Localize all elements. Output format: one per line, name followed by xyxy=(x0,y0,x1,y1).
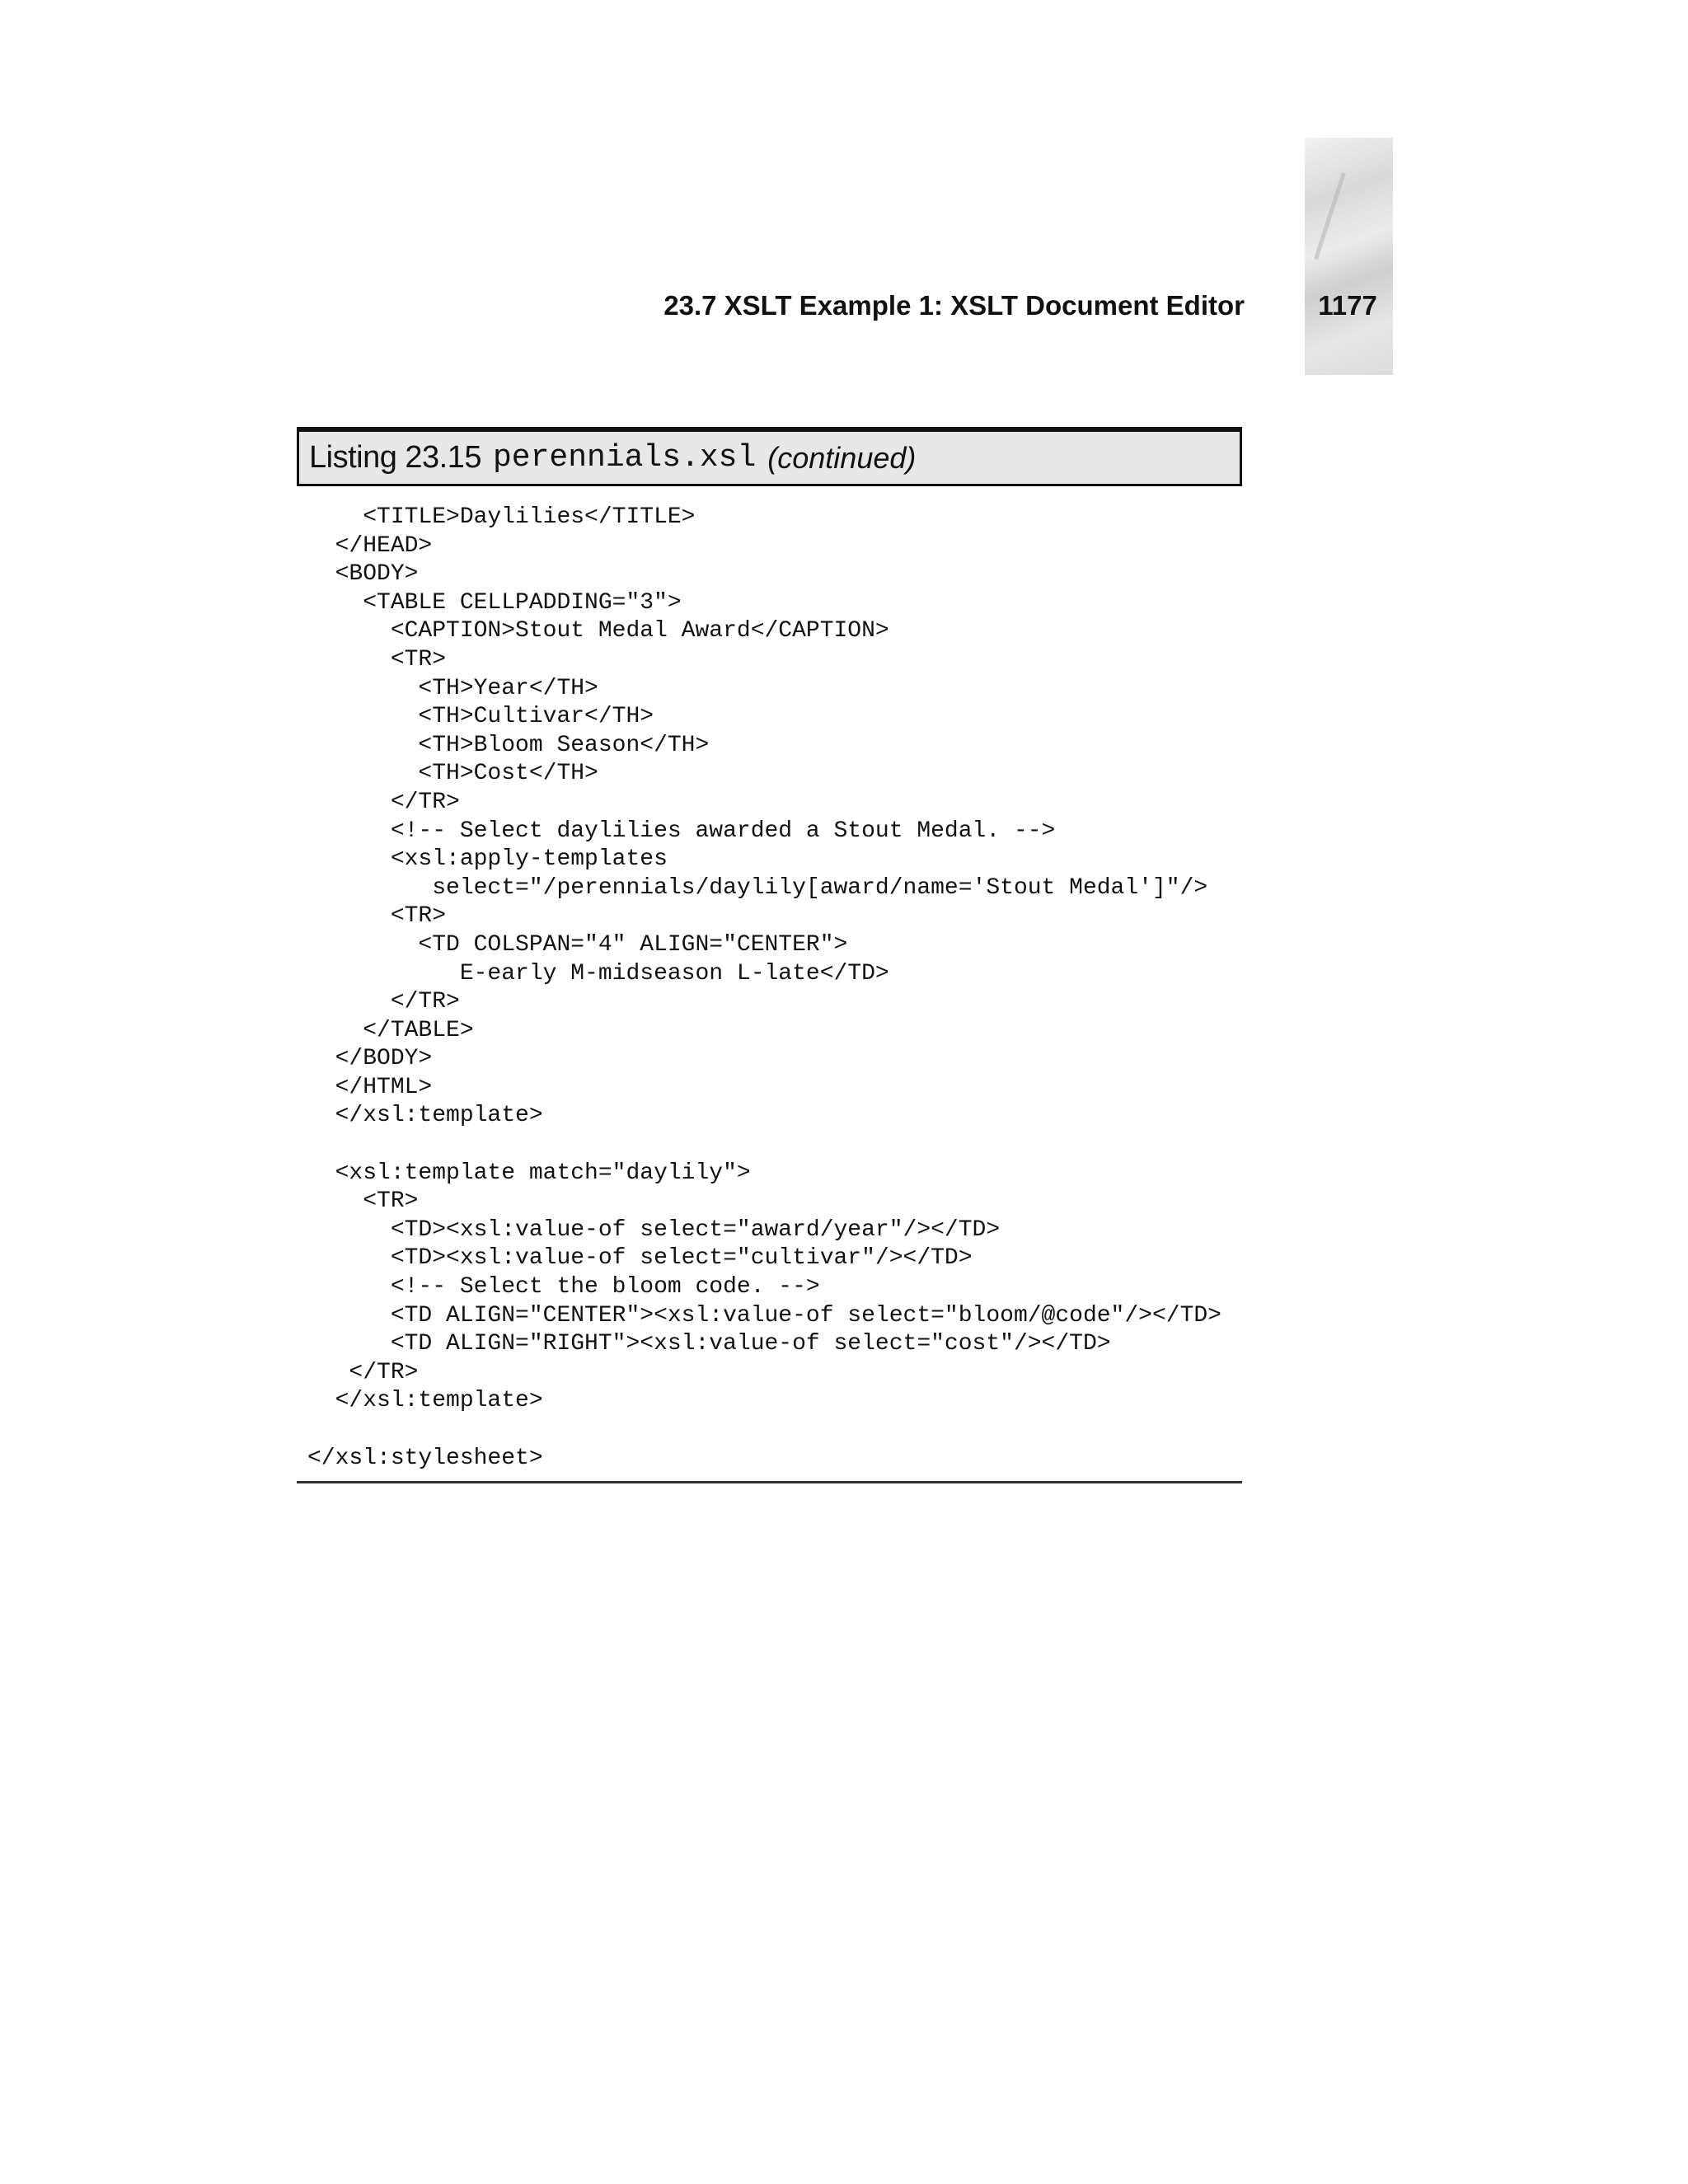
code-line: </HEAD> xyxy=(307,532,433,559)
code-line: <TH>Cultivar</TH> xyxy=(307,704,654,730)
code-line: <TD ALIGN="CENTER"><xsl:value-of select="bloom/@code"/></TD> xyxy=(307,1302,1221,1329)
code-line: </TR> xyxy=(307,1359,419,1385)
code-line xyxy=(307,1131,1221,1160)
code-line: <TD><xsl:value-of select="cultivar"/></TD> xyxy=(307,1245,973,1272)
code-line: </TR> xyxy=(307,789,460,815)
code-line: <CAPTION>Stout Medal Award</CAPTION> xyxy=(307,618,889,644)
code-line: <!-- Select daylilies awarded a Stout Medal. --> xyxy=(307,818,1056,844)
code-line: </xsl:template> xyxy=(307,1103,543,1129)
code-line: <TITLE>Daylilies</TITLE> xyxy=(307,504,696,530)
listing-note: (continued) xyxy=(767,440,917,475)
code-line: <!-- Select the bloom code. --> xyxy=(307,1274,820,1301)
listing-bottom-rule xyxy=(297,1481,1242,1483)
code-line: </BODY> xyxy=(307,1046,433,1072)
code-line xyxy=(307,1416,1221,1445)
running-head: 23.7 XSLT Example 1: XSLT Document Editor xyxy=(663,290,1245,321)
code-line: </HTML> xyxy=(307,1074,433,1100)
code-listing xyxy=(307,504,1221,1473)
code-line: <TR> xyxy=(307,1188,419,1215)
code-line: <TD><xsl:value-of select="award/year"/></TD> xyxy=(307,1216,1001,1243)
code-line: <TABLE CELLPADDING="3"> xyxy=(307,589,682,616)
code-line: </xsl:stylesheet> xyxy=(307,1445,543,1471)
code-line: <TR> xyxy=(307,646,447,673)
code-line: <TH>Year</TH> xyxy=(307,675,598,701)
code-line: <TH>Cost</TH> xyxy=(307,761,598,787)
code-line: select="/perennials/daylily[award/name='Stout Medal']"/> xyxy=(307,874,1208,901)
code-line: <xsl:apply-templates xyxy=(307,846,668,873)
listing-filename: perennials.xsl xyxy=(493,440,757,476)
code-line: <xsl:template match="daylily"> xyxy=(307,1160,751,1186)
code-line: </TR> xyxy=(307,989,460,1015)
listing-header xyxy=(297,427,1242,486)
code-line: <BODY> xyxy=(307,561,419,588)
thumb-tab-decoration xyxy=(1305,138,1393,375)
code-line: <TH>Bloom Season</TH> xyxy=(307,732,710,758)
code-line: <TD ALIGN="RIGHT"><xsl:value-of select="cost"/></TD> xyxy=(307,1331,1111,1357)
listing-label: Listing 23.15 xyxy=(309,440,481,475)
code-line: </TABLE> xyxy=(307,1017,474,1043)
code-line: <TD COLSPAN="4" ALIGN="CENTER"> xyxy=(307,931,848,958)
code-line: </xsl:template> xyxy=(307,1388,543,1414)
code-line: <TR> xyxy=(307,903,447,930)
page-number: 1177 xyxy=(1318,290,1377,321)
code-line: E-early M-midseason L-late</TD> xyxy=(307,960,889,987)
